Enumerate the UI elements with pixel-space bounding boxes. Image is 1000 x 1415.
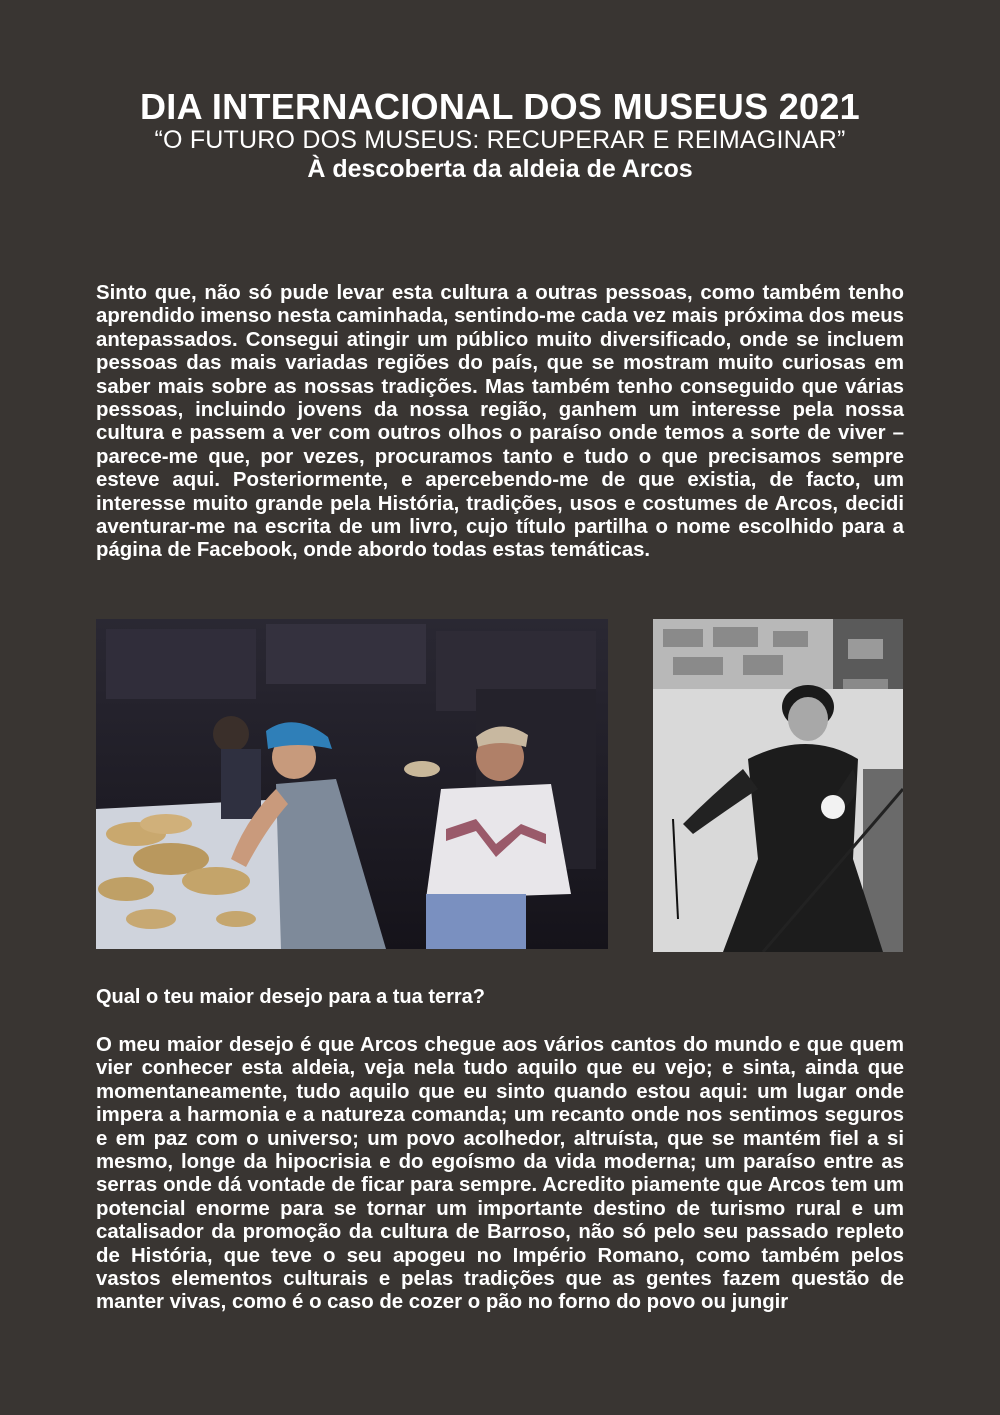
page-subheading: À descoberta da aldeia de Arcos [307, 155, 693, 183]
photo-woman-spinning [653, 619, 903, 952]
page-header [0, 88, 1000, 184]
body-paragraph-1: Sinto que, não só pude levar esta cultura a outras pessoas, como também tenho aprendido imenso nesta caminhada, sentindo-me cada vez mais próxima dos meus antepassados. Consegui atingir um público muito diversificado, onde se incluem pessoas das mais variadas regiões do país, que se mostram muito curiosas em saber mais sobre as nossas tradições. Mas também tenho conseguido que várias pessoas, incluindo jovens da nossa região, ganhem um interesse pela nossa cultura e passem a ver com outros olhos o paraíso onde temos a sorte de viver – parece-me que, por vezes, procuramos tanto e tudo o que precisamos sempre esteve aqui. Posteriormente, e apercebendo-me de que existia, de facto, um interesse muito grande pela História, tradições, usos e costumes de Arcos, decidi aventurar-me na escrita de um livro, cujo título partilha o nome escolhido para a página de Facebook, onde abordo todas estas temáticas. [96, 282, 904, 562]
photo-bread-baking [96, 619, 608, 949]
question-heading: Qual o teu maior desejo para a tua terra? [96, 986, 486, 1008]
body-paragraph-2: O meu maior desejo é que Arcos chegue aos vários cantos do mundo e que quem vier conhecer esta aldeia, veja nela tudo aquilo que eu vejo; e sinta, ainda que momentaneamente, tudo aquilo que eu sinto quando estou aqui: um lugar onde impera a harmonia e a natureza comanda; um recanto onde nos sentimos seguros e em paz com o universo; um povo acolhedor, altruísta, que se mantém fiel a si mesmo, longe da hipocrisia e do egoísmo da vida moderna; um paraíso entre as serras onde dá vontade de ficar para sempre. Acredito piamente que Arcos tem um potencial enorme para se tornar um importante destino de turismo rural e um catalisador da promoção da cultura de Barroso, não só pelo seu passado repleto de História, que teve o seu apogeu no Império Romano, como também pelos vastos elementos culturais e pelas tradições que as gentes fazem questão de manter vivas, como é o caso de cozer o pão no forno do povo ou jungir [96, 1034, 904, 1314]
page-title: DIA INTERNACIONAL DOS MUSEUS 2021 [139, 86, 861, 127]
page-subtitle: “O FUTURO DOS MUSEUS: RECUPERAR E REIMAGINAR” [154, 126, 846, 154]
